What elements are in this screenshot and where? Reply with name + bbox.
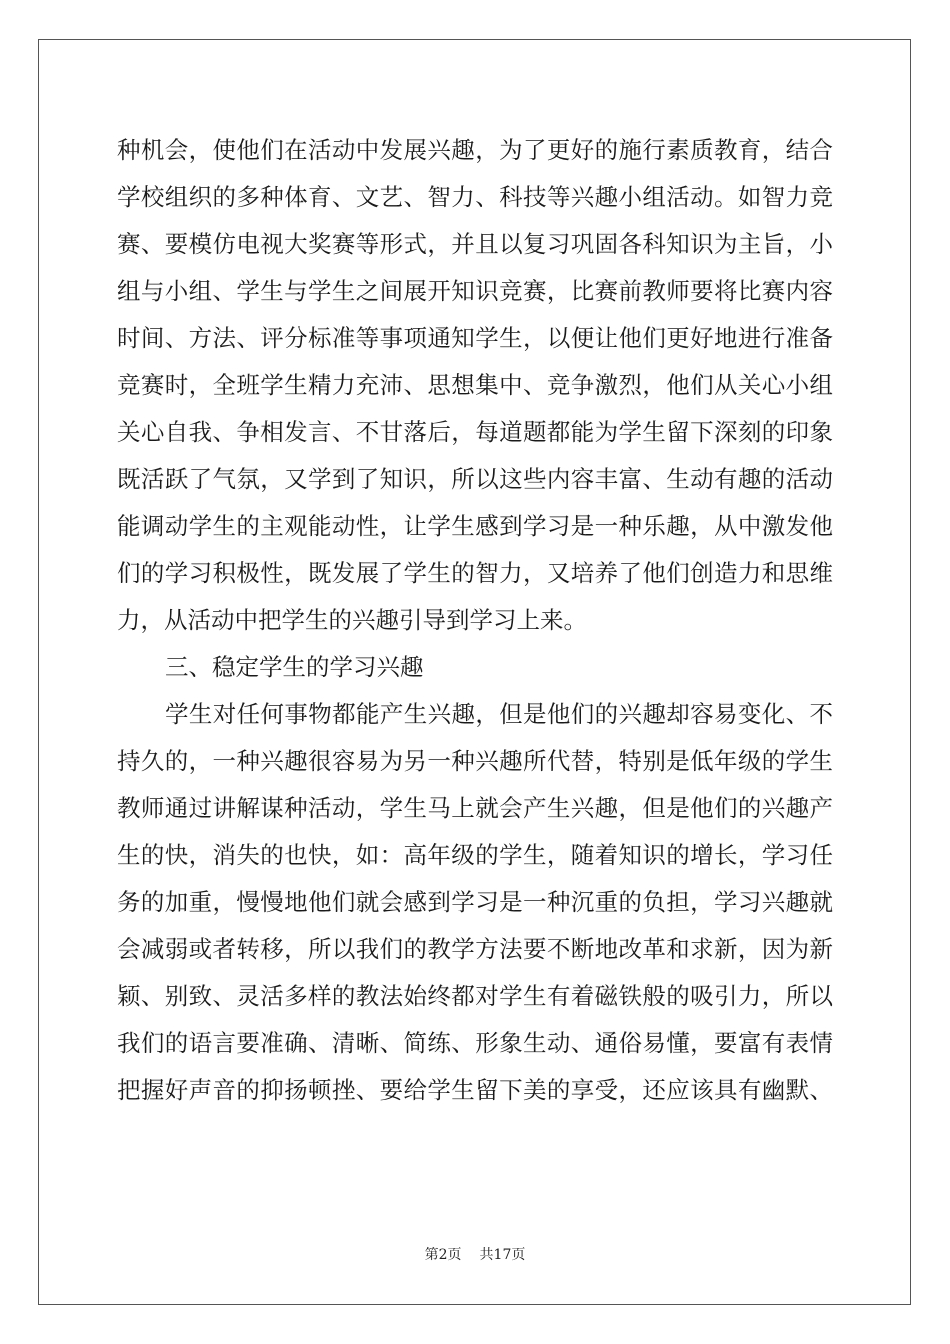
text-line: 务的加重，慢慢地他们就会感到学习是一种沉重的负担，学习兴趣就 bbox=[117, 888, 833, 916]
text-line: 们的学习积极性，既发展了学生的智力，又培养了他们创造力和思维 bbox=[117, 559, 833, 587]
page-total: 共17页 bbox=[479, 1247, 526, 1263]
text-line: 既活跃了气氛，又学到了知识，所以这些内容丰富、生动有趣的活动 bbox=[117, 465, 833, 493]
text-line: 把握好声音的抑扬顿挫、要给学生留下美的享受，还应该具有幽默、 bbox=[117, 1076, 833, 1104]
text-line: 组与小组、学生与学生之间展开知识竞赛，比赛前教师要将比赛内容 bbox=[117, 277, 833, 305]
text-line: 持久的，一种兴趣很容易为另一种兴趣所代替，特别是低年级的学生 bbox=[117, 747, 833, 775]
text-line: 时间、方法、评分标准等事项通知学生，以便让他们更好地进行准备 bbox=[117, 324, 833, 352]
page-number: 第2页 bbox=[424, 1247, 462, 1263]
text-line: 种机会，使他们在活动中发展兴趣，为了更好的施行素质教育，结合 bbox=[117, 136, 833, 164]
page-footer bbox=[0, 1244, 950, 1264]
text-line: 生的快，消失的也快，如：高年级的学生，随着知识的增长，学习任 bbox=[117, 841, 833, 869]
text-line: 我们的语言要准确、清晰、简练、形象生动、通俗易懂，要富有表情 bbox=[117, 1029, 833, 1057]
text-line: 颖、别致、灵活多样的教法始终都对学生有着磁铁般的吸引力，所以 bbox=[117, 982, 833, 1010]
text-line: 会减弱或者转移，所以我们的教学方法要不断地改革和求新，因为新 bbox=[117, 935, 833, 963]
text-line: 赛、要模仿电视大奖赛等形式，并且以复习巩固各科知识为主旨，小 bbox=[117, 230, 833, 258]
text-line: 教师通过讲解谋种活动，学生马上就会产生兴趣，但是他们的兴趣产 bbox=[117, 794, 833, 822]
text-line: 学校组织的多种体育、文艺、智力、科技等兴趣小组活动。如智力竞 bbox=[117, 183, 833, 211]
text-line: 关心自我、争相发言、不甘落后，每道题都能为学生留下深刻的印象 bbox=[117, 418, 833, 446]
text-line: 竞赛时，全班学生精力充沛、思想集中、竞争激烈，他们从关心小组 bbox=[117, 371, 833, 399]
section-heading: 三、稳定学生的学习兴趣 bbox=[165, 653, 424, 681]
text-line: 力，从活动中把学生的兴趣引导到学习上来。 bbox=[117, 606, 587, 634]
text-line: 学生对任何事物都能产生兴趣，但是他们的兴趣却容易变化、不 bbox=[165, 700, 833, 728]
text-line: 能调动学生的主观能动性，让学生感到学习是一种乐趣，从中激发他 bbox=[117, 512, 833, 540]
